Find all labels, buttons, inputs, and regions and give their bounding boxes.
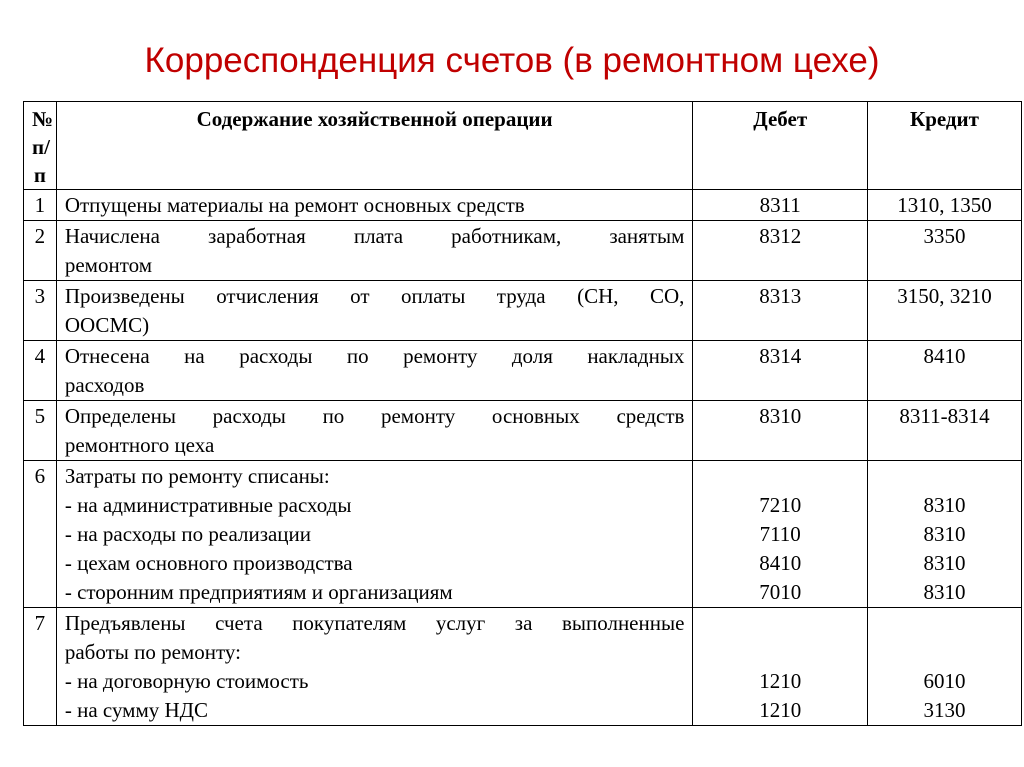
row-description: Отнесена на расходы по ремонту доля накладных расходов bbox=[56, 341, 693, 401]
row-credit: 8310 8310 8310 8310 bbox=[867, 461, 1021, 608]
row-credit: 3350 bbox=[867, 221, 1021, 281]
page-title: Корреспонденция счетов (в ремонтном цехе) bbox=[144, 41, 880, 80]
row-number: 5 bbox=[24, 401, 57, 461]
row-description: Произведены отчисления от оплаты труда (СН, СО, ООСМС) bbox=[56, 281, 693, 341]
table-row bbox=[24, 461, 1022, 608]
table-header-row bbox=[24, 102, 1022, 190]
table-row bbox=[24, 281, 1022, 341]
row-credit: 8311-8314 bbox=[867, 401, 1021, 461]
row-number: 7 bbox=[24, 608, 57, 726]
row-number: 4 bbox=[24, 341, 57, 401]
row-number: 6 bbox=[24, 461, 57, 608]
row-number: 3 bbox=[24, 281, 57, 341]
header-credit: Кредит bbox=[867, 102, 1021, 190]
header-description: Содержание хозяйственной операции bbox=[56, 102, 693, 190]
header-debit: Дебет bbox=[693, 102, 868, 190]
row-credit: 6010 3130 bbox=[867, 608, 1021, 726]
row-debit: 8313 bbox=[693, 281, 868, 341]
row-credit: 1310, 1350 bbox=[867, 190, 1021, 221]
row-credit: 3150, 3210 bbox=[867, 281, 1021, 341]
row-number: 1 bbox=[24, 190, 57, 221]
table-row bbox=[24, 190, 1022, 221]
row-description: Определены расходы по ремонту основных средств ремонтного цеха bbox=[56, 401, 693, 461]
row-description: Предъявлены счета покупателям услуг за выполненные работы по ремонту: - на договорную стоимость - на сумму НДС bbox=[56, 608, 693, 726]
row-debit: 8311 bbox=[693, 190, 868, 221]
table-row bbox=[24, 401, 1022, 461]
table-row bbox=[24, 341, 1022, 401]
header-num: № п/п bbox=[24, 102, 57, 190]
row-debit: 8314 bbox=[693, 341, 868, 401]
row-debit: 1210 1210 bbox=[693, 608, 868, 726]
row-debit: 8312 bbox=[693, 221, 868, 281]
row-debit: 8310 bbox=[693, 401, 868, 461]
row-description: Отпущены материалы на ремонт основных средств bbox=[56, 190, 693, 221]
row-number: 2 bbox=[24, 221, 57, 281]
row-credit: 8410 bbox=[867, 341, 1021, 401]
row-debit: 7210 7110 8410 7010 bbox=[693, 461, 868, 608]
table-row bbox=[24, 221, 1022, 281]
row-description: Начислена заработная плата работникам, занятым ремонтом bbox=[56, 221, 693, 281]
accounts-table bbox=[23, 101, 1022, 726]
table-row bbox=[24, 608, 1022, 726]
row-description: Затраты по ремонту списаны: - на административные расходы - на расходы по реализации - цехам основного производства - сторонним предприятиям и организациям bbox=[56, 461, 693, 608]
